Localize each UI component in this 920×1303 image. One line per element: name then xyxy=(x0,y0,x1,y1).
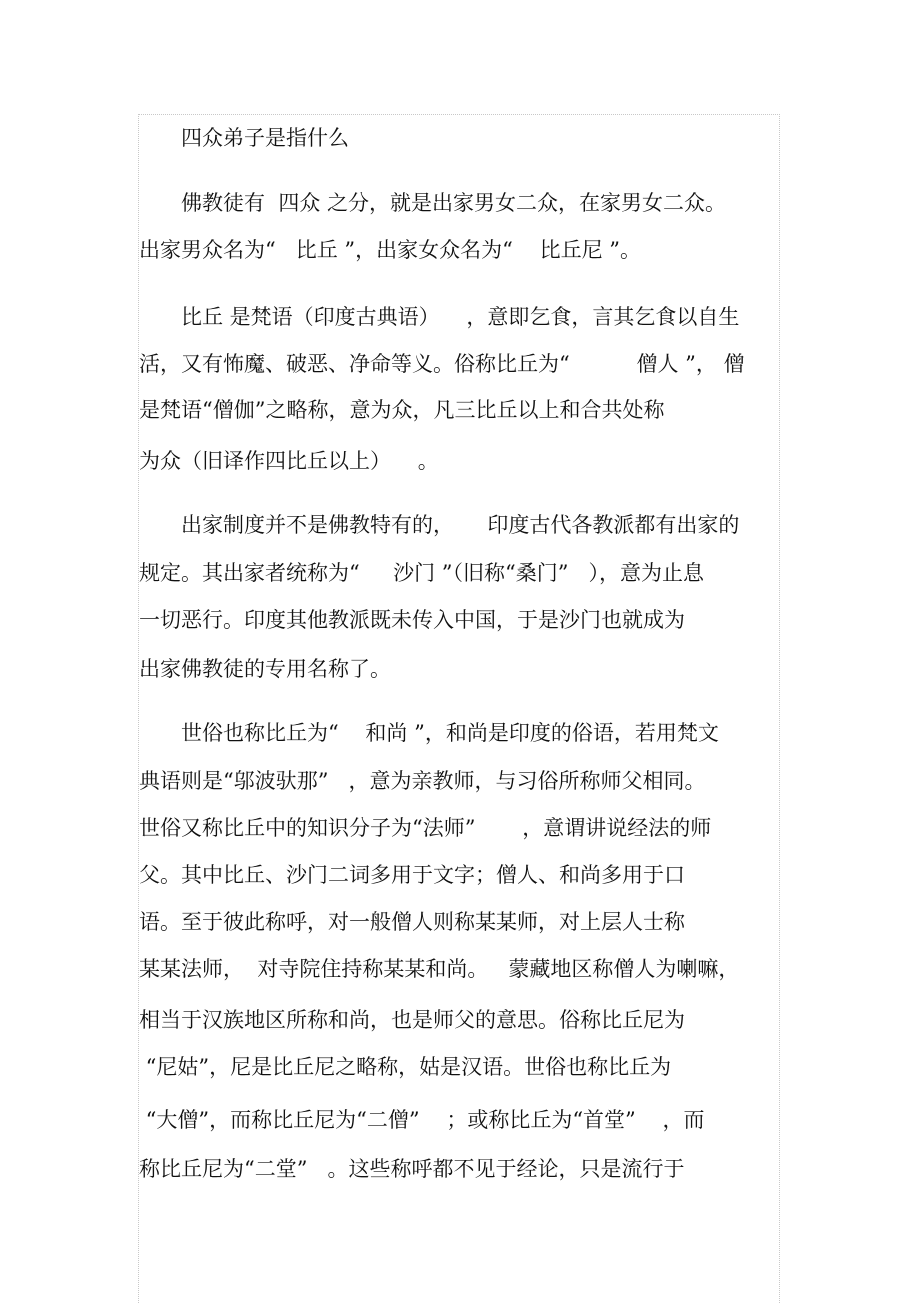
text-line: 一切恶行。印度其他教派既未传入中国，于是沙门也就成为 xyxy=(139,608,685,632)
text-line: 规定。其出家者统称为“ 沙门 ”（旧称“桑门” ），意为止息 xyxy=(139,561,705,585)
text-line: 典语则是“邬波驮那” ，意为亲教师，与习俗所称师父相同。 xyxy=(139,769,706,793)
text-line: 活，又有怖魔、破恶、净命等义。俗称比丘为“ 僧人 ”， 僧 xyxy=(139,352,745,376)
text-line: 相当于汉族地区所称和尚，也是师父的意思。俗称比丘尼为 xyxy=(139,1008,685,1032)
text-line: 语。至于彼此称呼，对一般僧人则称某某师，对上层人士称 xyxy=(139,910,685,934)
text-line: 父。其中比丘、沙门二词多用于文字；僧人、和尚多用于口 xyxy=(139,863,685,887)
text-line: 出家男众名为“ 比丘 ”，出家女众名为“ 比丘尼 ”。 xyxy=(139,238,642,262)
text-line: 是梵语“僧伽”之略称，意为众，凡三比丘以上和合共处称 xyxy=(139,398,665,422)
text-line: 称比丘尼为“二堂” 。这些称呼都不见于经论，只是流行于 xyxy=(139,1157,685,1181)
text-line: “大僧”，而称比丘尼为“二僧” ；或称比丘为“首堂” ，而 xyxy=(139,1108,705,1132)
text-line: 世俗又称比丘中的知识分子为“法师” ，意谓讲说经法的师 xyxy=(139,816,712,840)
text-line: 世俗也称比丘为“ 和尚 ”，和尚是印度的俗语，若用梵文 xyxy=(139,721,719,745)
text-line: 出家制度并不是佛教特有的， 印度古代各教派都有出家的 xyxy=(139,513,740,537)
text-line: 为众（旧译作四比丘以上） 。 xyxy=(139,449,439,473)
document-title: 四众弟子是指什么 xyxy=(139,126,349,150)
text-line: 比丘 是梵语（印度古典语） ，意即乞食，言其乞食以自生 xyxy=(139,305,740,329)
text-line: “尼姑”，尼是比丘尼之略称，姑是汉语。世俗也称比丘为 xyxy=(139,1055,672,1079)
text-line: 某某法师， 对寺院住持称某某和尚。 蒙藏地区称僧人为喇嘛， xyxy=(139,957,740,981)
text-line: 出家佛教徒的专用名称了。 xyxy=(139,657,391,681)
text-line: 佛教徒有 四众 之分，就是出家男女二众，在家男女二众。 xyxy=(139,191,727,215)
document-page xyxy=(138,114,780,1303)
